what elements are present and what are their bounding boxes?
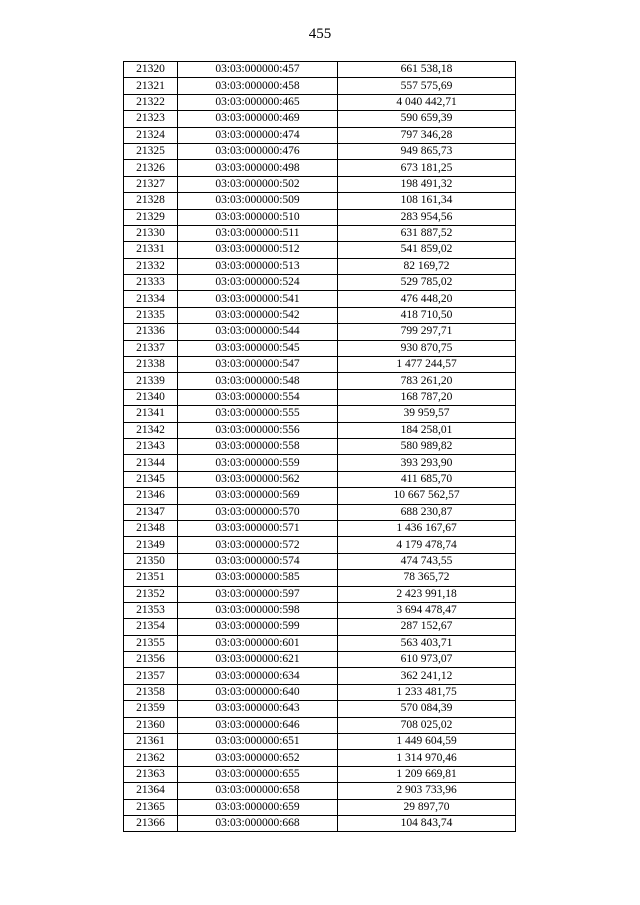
value-cell: 418 710,50 — [338, 307, 516, 323]
value-cell: 708 025,02 — [338, 717, 516, 733]
value-cell: 1 209 669,81 — [338, 766, 516, 782]
row-number-cell: 21331 — [124, 242, 178, 258]
cadastral-number-cell: 03:03:000000:574 — [178, 553, 338, 569]
value-cell: 661 538,18 — [338, 62, 516, 78]
table-row — [124, 734, 516, 750]
row-number-cell: 21347 — [124, 504, 178, 520]
value-cell: 198 491,32 — [338, 176, 516, 192]
row-number-cell: 21328 — [124, 193, 178, 209]
value-cell: 474 743,55 — [338, 553, 516, 569]
cadastral-number-cell: 03:03:000000:510 — [178, 209, 338, 225]
row-number-cell: 21344 — [124, 455, 178, 471]
row-number-cell: 21337 — [124, 340, 178, 356]
cadastral-number-cell: 03:03:000000:544 — [178, 324, 338, 340]
cadastral-number-cell: 03:03:000000:634 — [178, 668, 338, 684]
value-cell: 104 843,74 — [338, 815, 516, 831]
value-cell: 930 870,75 — [338, 340, 516, 356]
cadastral-number-cell: 03:03:000000:598 — [178, 602, 338, 618]
cadastral-number-cell: 03:03:000000:458 — [178, 78, 338, 94]
table-row — [124, 258, 516, 274]
cadastral-number-cell: 03:03:000000:668 — [178, 815, 338, 831]
row-number-cell: 21327 — [124, 176, 178, 192]
cadastral-number-cell: 03:03:000000:502 — [178, 176, 338, 192]
cadastral-number-cell: 03:03:000000:509 — [178, 193, 338, 209]
row-number-cell: 21352 — [124, 586, 178, 602]
table-row — [124, 652, 516, 668]
cadastral-number-cell: 03:03:000000:524 — [178, 275, 338, 291]
value-cell: 529 785,02 — [338, 275, 516, 291]
row-number-cell: 21357 — [124, 668, 178, 684]
cadastral-number-cell: 03:03:000000:513 — [178, 258, 338, 274]
value-cell: 39 959,57 — [338, 406, 516, 422]
value-cell: 949 865,73 — [338, 143, 516, 159]
row-number-cell: 21365 — [124, 799, 178, 815]
value-cell: 783 261,20 — [338, 373, 516, 389]
table-body — [124, 62, 516, 832]
row-number-cell: 21321 — [124, 78, 178, 94]
cadastral-number-cell: 03:03:000000:571 — [178, 520, 338, 536]
table-row — [124, 209, 516, 225]
row-number-cell: 21366 — [124, 815, 178, 831]
row-number-cell: 21341 — [124, 406, 178, 422]
row-number-cell: 21339 — [124, 373, 178, 389]
row-number-cell: 21351 — [124, 570, 178, 586]
cadastral-value-table — [123, 61, 516, 832]
table-row — [124, 127, 516, 143]
value-cell: 610 973,07 — [338, 652, 516, 668]
cadastral-number-cell: 03:03:000000:601 — [178, 635, 338, 651]
cadastral-number-cell: 03:03:000000:511 — [178, 225, 338, 241]
cadastral-number-cell: 03:03:000000:621 — [178, 652, 338, 668]
table-row — [124, 783, 516, 799]
table-row — [124, 684, 516, 700]
table-row — [124, 94, 516, 110]
value-cell: 541 859,02 — [338, 242, 516, 258]
row-number-cell: 21345 — [124, 471, 178, 487]
row-number-cell: 21346 — [124, 488, 178, 504]
value-cell: 108 161,34 — [338, 193, 516, 209]
table-row — [124, 193, 516, 209]
value-cell: 1 436 167,67 — [338, 520, 516, 536]
row-number-cell: 21364 — [124, 783, 178, 799]
value-cell: 799 297,71 — [338, 324, 516, 340]
value-cell: 184 258,01 — [338, 422, 516, 438]
table-row — [124, 602, 516, 618]
value-cell: 78 365,72 — [338, 570, 516, 586]
table-row — [124, 275, 516, 291]
cadastral-number-cell: 03:03:000000:469 — [178, 111, 338, 127]
cadastral-number-cell: 03:03:000000:643 — [178, 701, 338, 717]
row-number-cell: 21350 — [124, 553, 178, 569]
table-row — [124, 586, 516, 602]
value-cell: 797 346,28 — [338, 127, 516, 143]
value-cell: 411 685,70 — [338, 471, 516, 487]
cadastral-number-cell: 03:03:000000:547 — [178, 357, 338, 373]
row-number-cell: 21340 — [124, 389, 178, 405]
row-number-cell: 21338 — [124, 357, 178, 373]
table-row — [124, 455, 516, 471]
row-number-cell: 21359 — [124, 701, 178, 717]
cadastral-number-cell: 03:03:000000:585 — [178, 570, 338, 586]
row-number-cell: 21348 — [124, 520, 178, 536]
value-cell: 1 477 244,57 — [338, 357, 516, 373]
table-row — [124, 225, 516, 241]
cadastral-number-cell: 03:03:000000:562 — [178, 471, 338, 487]
table-row — [124, 143, 516, 159]
table-row — [124, 766, 516, 782]
value-cell: 631 887,52 — [338, 225, 516, 241]
value-cell: 2 903 733,96 — [338, 783, 516, 799]
cadastral-number-cell: 03:03:000000:658 — [178, 783, 338, 799]
value-cell: 557 575,69 — [338, 78, 516, 94]
table-row — [124, 701, 516, 717]
cadastral-number-cell: 03:03:000000:569 — [178, 488, 338, 504]
row-number-cell: 21329 — [124, 209, 178, 225]
row-number-cell: 21326 — [124, 160, 178, 176]
value-cell: 4 040 442,71 — [338, 94, 516, 110]
table-row — [124, 406, 516, 422]
cadastral-number-cell: 03:03:000000:640 — [178, 684, 338, 700]
cadastral-number-cell: 03:03:000000:659 — [178, 799, 338, 815]
cadastral-number-cell: 03:03:000000:474 — [178, 127, 338, 143]
table-row — [124, 635, 516, 651]
cadastral-number-cell: 03:03:000000:542 — [178, 307, 338, 323]
cadastral-number-cell: 03:03:000000:655 — [178, 766, 338, 782]
cadastral-number-cell: 03:03:000000:548 — [178, 373, 338, 389]
row-number-cell: 21334 — [124, 291, 178, 307]
cadastral-number-cell: 03:03:000000:558 — [178, 438, 338, 454]
cadastral-number-cell: 03:03:000000:498 — [178, 160, 338, 176]
row-number-cell: 21335 — [124, 307, 178, 323]
row-number-cell: 21332 — [124, 258, 178, 274]
table-row — [124, 389, 516, 405]
table-row — [124, 291, 516, 307]
table-row — [124, 176, 516, 192]
row-number-cell: 21363 — [124, 766, 178, 782]
table-row — [124, 307, 516, 323]
value-cell: 362 241,12 — [338, 668, 516, 684]
cadastral-number-cell: 03:03:000000:545 — [178, 340, 338, 356]
row-number-cell: 21324 — [124, 127, 178, 143]
table-row — [124, 504, 516, 520]
table-row — [124, 570, 516, 586]
cadastral-number-cell: 03:03:000000:512 — [178, 242, 338, 258]
value-cell: 168 787,20 — [338, 389, 516, 405]
cadastral-number-cell: 03:03:000000:465 — [178, 94, 338, 110]
table-row — [124, 750, 516, 766]
page-number: 455 — [308, 26, 332, 42]
row-number-cell: 21343 — [124, 438, 178, 454]
cadastral-number-cell: 03:03:000000:646 — [178, 717, 338, 733]
value-cell: 82 169,72 — [338, 258, 516, 274]
cadastral-number-cell: 03:03:000000:651 — [178, 734, 338, 750]
table-row — [124, 242, 516, 258]
value-cell: 673 181,25 — [338, 160, 516, 176]
row-number-cell: 21336 — [124, 324, 178, 340]
row-number-cell: 21355 — [124, 635, 178, 651]
row-number-cell: 21354 — [124, 619, 178, 635]
value-cell: 2 423 991,18 — [338, 586, 516, 602]
table-row — [124, 62, 516, 78]
value-cell: 29 897,70 — [338, 799, 516, 815]
row-number-cell: 21361 — [124, 734, 178, 750]
table-row — [124, 619, 516, 635]
value-cell: 1 314 970,46 — [338, 750, 516, 766]
value-cell: 688 230,87 — [338, 504, 516, 520]
cadastral-number-cell: 03:03:000000:570 — [178, 504, 338, 520]
value-cell: 570 084,39 — [338, 701, 516, 717]
cadastral-number-cell: 03:03:000000:572 — [178, 537, 338, 553]
cadastral-number-cell: 03:03:000000:559 — [178, 455, 338, 471]
table-row — [124, 160, 516, 176]
row-number-cell: 21342 — [124, 422, 178, 438]
value-cell: 590 659,39 — [338, 111, 516, 127]
cadastral-number-cell: 03:03:000000:476 — [178, 143, 338, 159]
table-row — [124, 357, 516, 373]
table-row — [124, 553, 516, 569]
cadastral-number-cell: 03:03:000000:457 — [178, 62, 338, 78]
row-number-cell: 21349 — [124, 537, 178, 553]
cadastral-number-cell: 03:03:000000:597 — [178, 586, 338, 602]
table-row — [124, 520, 516, 536]
table-row — [124, 373, 516, 389]
table-row — [124, 438, 516, 454]
cadastral-number-cell: 03:03:000000:652 — [178, 750, 338, 766]
row-number-cell: 21333 — [124, 275, 178, 291]
value-cell: 10 667 562,57 — [338, 488, 516, 504]
row-number-cell: 21358 — [124, 684, 178, 700]
table-row — [124, 340, 516, 356]
table-row — [124, 717, 516, 733]
row-number-cell: 21322 — [124, 94, 178, 110]
value-cell: 4 179 478,74 — [338, 537, 516, 553]
cadastral-number-cell: 03:03:000000:599 — [178, 619, 338, 635]
table-row — [124, 799, 516, 815]
table-row — [124, 537, 516, 553]
value-cell: 3 694 478,47 — [338, 602, 516, 618]
table-row — [124, 668, 516, 684]
row-number-cell: 21360 — [124, 717, 178, 733]
table-row — [124, 422, 516, 438]
table-row — [124, 111, 516, 127]
value-cell: 1 449 604,59 — [338, 734, 516, 750]
row-number-cell: 21320 — [124, 62, 178, 78]
table-row — [124, 471, 516, 487]
value-cell: 476 448,20 — [338, 291, 516, 307]
row-number-cell: 21330 — [124, 225, 178, 241]
row-number-cell: 21325 — [124, 143, 178, 159]
value-cell: 580 989,82 — [338, 438, 516, 454]
table-row — [124, 488, 516, 504]
value-cell: 1 233 481,75 — [338, 684, 516, 700]
cadastral-number-cell: 03:03:000000:554 — [178, 389, 338, 405]
table-row — [124, 78, 516, 94]
row-number-cell: 21362 — [124, 750, 178, 766]
value-cell: 283 954,56 — [338, 209, 516, 225]
value-cell: 563 403,71 — [338, 635, 516, 651]
row-number-cell: 21353 — [124, 602, 178, 618]
row-number-cell: 21323 — [124, 111, 178, 127]
cadastral-number-cell: 03:03:000000:556 — [178, 422, 338, 438]
value-cell: 287 152,67 — [338, 619, 516, 635]
cadastral-number-cell: 03:03:000000:555 — [178, 406, 338, 422]
table-row — [124, 324, 516, 340]
cadastral-number-cell: 03:03:000000:541 — [178, 291, 338, 307]
row-number-cell: 21356 — [124, 652, 178, 668]
table-row — [124, 815, 516, 831]
value-cell: 393 293,90 — [338, 455, 516, 471]
